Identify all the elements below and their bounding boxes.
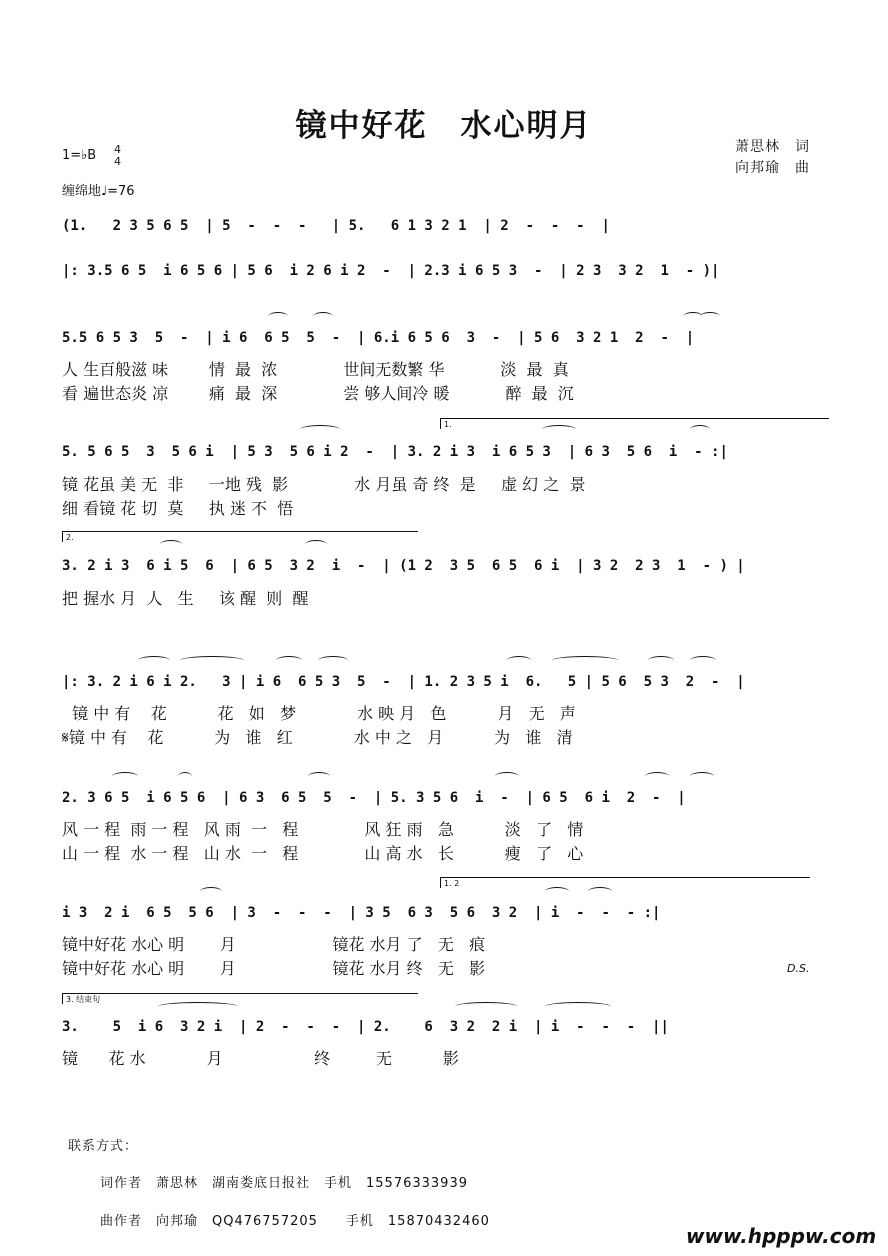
score-row-1-notes: (1. 2 3 5 6 5 | 5 - - - | 5. 6 1 3 2 1 | 2 - - - | bbox=[62, 218, 610, 234]
volta-1-bracket: 1. bbox=[440, 418, 829, 429]
slur-mark bbox=[690, 425, 710, 434]
slur-mark bbox=[690, 772, 714, 781]
lyric-line-6a: 镜 中 有 花 花 如 梦 水 映 月 色 月 无 声 bbox=[62, 704, 576, 723]
lyric-line-4b: 细 看镜 花 切 莫 执 迷 不 悟 bbox=[62, 499, 294, 518]
lyric-line-3a: 人 生百般滋 味 情 最 浓 世间无数繁 华 淡 最 真 bbox=[62, 360, 569, 379]
slur-mark bbox=[542, 425, 576, 434]
score-row-4-notes: 5. 5 6 5 3 5 6 i | 5 3 5 6 i 2 - | 3. 2 i 3 i 6 5 3 | 6 3 5 6 i - :| bbox=[62, 444, 728, 460]
score-row-3-notes: 5.5 6 5 3 5 - | i 6 6 5 5 - | 6.i 6 5 6 3 - | 5 6 3 2 1 2 - | bbox=[62, 330, 695, 346]
score-row-8-notes: i 3 2 i 6 5 5 6 | 3 - - - | 3 5 6 3 5 6 3 2 | i - - - :| bbox=[62, 905, 661, 921]
slur-mark bbox=[455, 1002, 517, 1011]
website-watermark: www.hpppw.com bbox=[686, 1224, 877, 1248]
slur-mark bbox=[318, 656, 348, 665]
slur-mark bbox=[308, 772, 330, 781]
song-title: 镜中好花 水心明月 bbox=[295, 108, 593, 144]
slur-mark bbox=[300, 425, 340, 434]
lyric-line-8b: 镜中好花 水心 明 月 镜花 水月 终 无 影 bbox=[62, 959, 486, 978]
slur-mark bbox=[200, 887, 222, 896]
score-row-9-notes: 3. 5 i 6 3 2 i | 2 - - - | 2. 6 3 2 2 i | i - - - || bbox=[62, 1019, 669, 1035]
slur-mark bbox=[645, 772, 669, 781]
lyric-line-9a: 镜 花 水 月 终 无 影 bbox=[62, 1049, 459, 1068]
slur-mark bbox=[180, 656, 244, 665]
lyric-line-8a: 镜中好花 水心 明 月 镜花 水月 了 无 痕 bbox=[62, 935, 486, 954]
tempo-marking: 缠绵地♩=76 bbox=[62, 184, 135, 199]
slur-mark bbox=[507, 656, 531, 665]
volta-2-bracket: 2. bbox=[62, 531, 418, 542]
lyricist-credit: 萧思林 词 bbox=[735, 139, 810, 155]
slur-mark bbox=[138, 656, 170, 665]
contact-composer: 曲作者 向邦瑜 QQ476757205 手机 15870432460 bbox=[100, 1214, 490, 1229]
slur-mark bbox=[690, 656, 716, 665]
lyric-line-6b: 𝄋镜 中 有 花 为 谁 红 水 中 之 月 为 谁 清 bbox=[62, 728, 573, 747]
slur-mark bbox=[178, 772, 192, 781]
volta-12-bracket: 1. 2 bbox=[440, 877, 810, 888]
slur-mark bbox=[588, 887, 612, 896]
volta-3-bracket: 3. 结束句 bbox=[62, 993, 418, 1004]
slur-mark bbox=[313, 312, 333, 321]
slur-mark bbox=[268, 312, 288, 321]
slur-mark bbox=[552, 656, 618, 665]
lyric-line-5a: 把 握水 月 人 生 该 醒 则 醒 bbox=[62, 589, 309, 608]
slur-mark bbox=[700, 312, 720, 321]
score-row-6-notes: |: 3. 2 i 6 i 2. 3 | i 6 6 5 3 5 - | 1. 2 3 5 i 6. 5 | 5 6 5 3 2 - | bbox=[62, 674, 745, 690]
lyric-line-7a: 风 一 程 雨 一 程 风 雨 一 程 风 狂 雨 急 淡 了 情 bbox=[62, 820, 584, 839]
slur-mark bbox=[545, 887, 569, 896]
slur-mark bbox=[112, 772, 138, 781]
contact-lyricist: 词作者 萧思林 湖南娄底日报社 手机 15576333939 bbox=[100, 1176, 468, 1191]
meter-top: 4 bbox=[114, 143, 121, 156]
score-row-7-notes: 2. 3 6 5 i 6 5 6 | 6 3 6 5 5 - | 5. 3 5 6 i - | 6 5 6 i 2 - | bbox=[62, 790, 686, 806]
slur-mark bbox=[276, 656, 302, 665]
key-signature: 1=♭B bbox=[62, 148, 97, 163]
time-signature bbox=[114, 144, 121, 168]
lyric-line-3b: 看 遍世态炎 凉 痛 最 深 尝 够人间冷 暖 醉 最 沉 bbox=[62, 384, 574, 403]
score-row-5-notes: 3. 2 i 3 6 i 5 6 | 6 5 3 2 i - | (1 2 3 5 6 5 6 i | 3 2 2 3 1 - ) | bbox=[62, 558, 745, 574]
contact-heading: 联系方式： bbox=[68, 1139, 139, 1154]
slur-mark bbox=[648, 656, 674, 665]
slur-mark bbox=[158, 1002, 238, 1011]
composer-credit: 向邦瑜 曲 bbox=[735, 160, 810, 176]
slur-mark bbox=[305, 540, 327, 549]
score-row-2-notes: |: 3.5 6 5 i 6 5 6 | 5 6 i 2 6 i 2 - | 2.3 i 6 5 3 - | 2 3 3 2 1 - )| bbox=[62, 263, 720, 279]
slur-mark bbox=[495, 772, 519, 781]
slur-mark bbox=[160, 540, 182, 549]
lyric-line-7b: 山 一 程 水 一 程 山 水 一 程 山 高 水 长 瘦 了 心 bbox=[62, 844, 584, 863]
slur-mark bbox=[545, 1002, 611, 1011]
lyric-line-4a: 镜 花虽 美 无 非 一地 残 影 水 月虽 奇 终 是 虚 幻 之 景 bbox=[62, 475, 586, 494]
meter-bottom: 4 bbox=[114, 155, 121, 168]
dal-segno-mark: D.S. bbox=[787, 962, 810, 975]
